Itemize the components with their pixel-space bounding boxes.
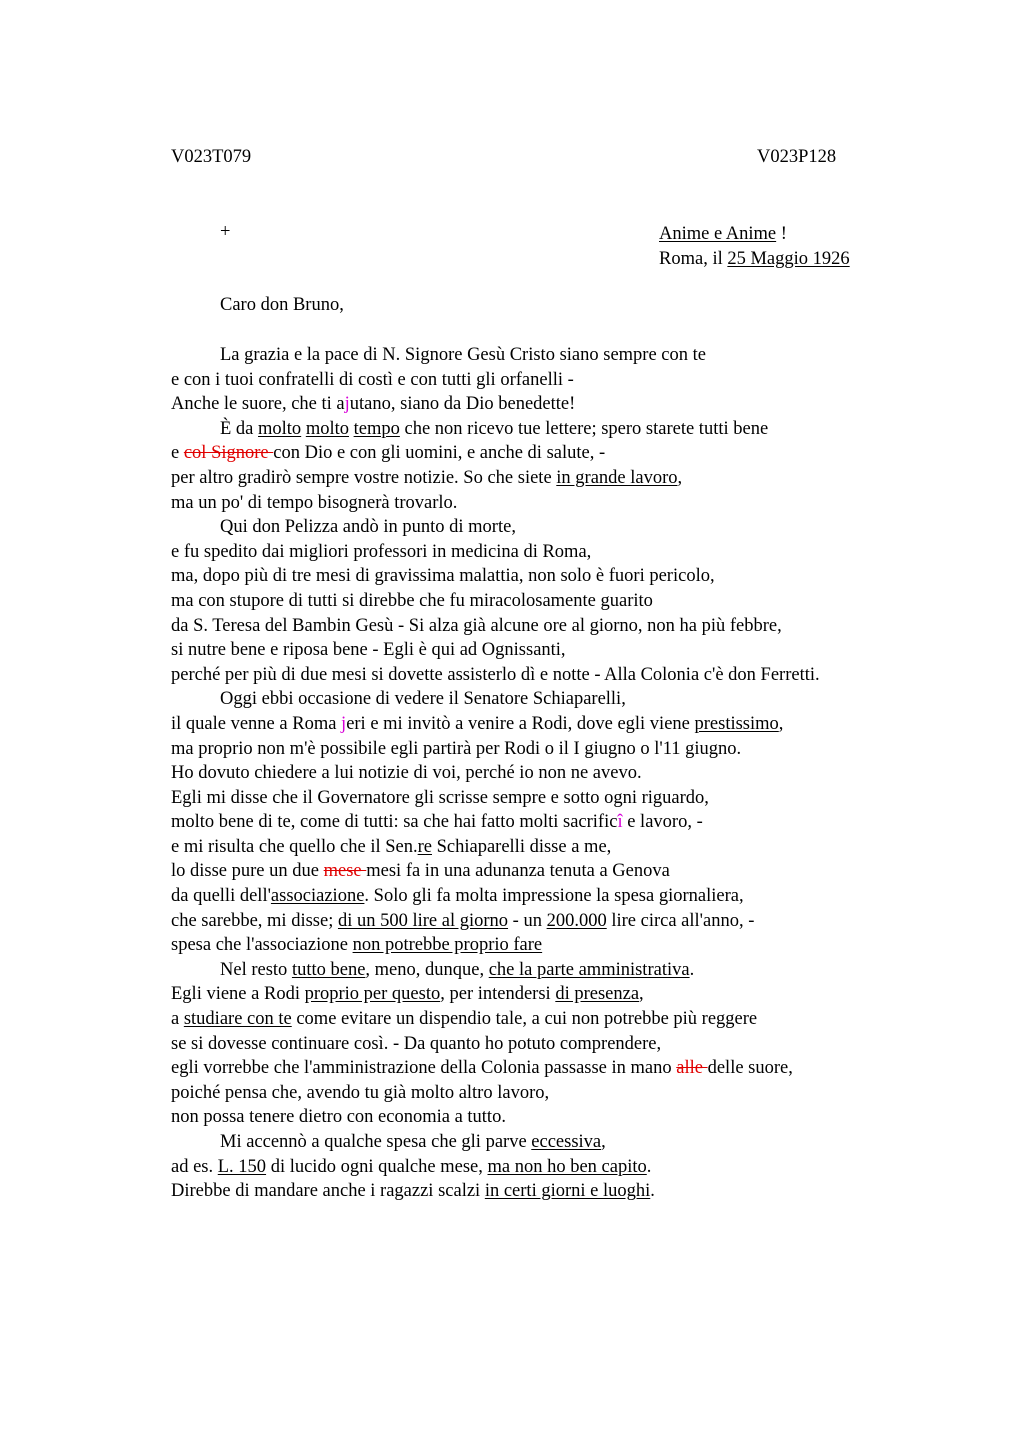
underlined-text: tempo: [353, 418, 400, 439]
text-segment: È da: [220, 418, 259, 439]
text-line: e con i tuoi confratelli di costì e con tutti gli orfanelli -: [171, 369, 574, 390]
text-segment: delle suore,: [707, 1058, 793, 1079]
letter-date: 25 Maggio 1926: [727, 248, 850, 269]
text-segment: ad es.: [171, 1156, 218, 1177]
text-line: [171, 1155, 931, 1180]
text-segment: Anche le suore, che ti a: [171, 394, 345, 415]
text-segment: . Solo gli fa molta impressione la spesa giornaliera,: [364, 886, 744, 907]
underlined-text: ma non ho ben capito: [487, 1156, 647, 1177]
text-segment: Mi accennò a qualche spesa che gli parve: [220, 1132, 532, 1152]
cross-mark: +: [220, 222, 231, 242]
place-prefix: Roma, il: [659, 248, 728, 269]
text-line: se si dovesse continuare così. - Da quanto ho potuto comprendere,: [171, 1033, 662, 1054]
text-line: Egli mi disse che il Governatore gli scrisse sempre e sotto ogni riguardo,: [171, 787, 709, 808]
text-line: ma un po' di tempo bisognerà trovarlo.: [171, 492, 458, 513]
text-line: [171, 466, 931, 491]
text-line: [171, 1179, 931, 1204]
text-line: [171, 982, 931, 1007]
text-line: Oggi ebbi occasione di vedere il Senatore Schiaparelli,: [220, 689, 626, 710]
text-line: ma proprio non m'è possibile egli partirà per Rodi o il I giugno o l'11 giugno.: [171, 738, 742, 759]
document-code-left: V023T079: [171, 147, 252, 167]
text-line: [171, 859, 931, 884]
text-segment: Egli viene a Rodi: [171, 984, 305, 1005]
text-segment: egli vorrebbe che l'amministrazione della Colonia passasse in mano: [171, 1058, 677, 1079]
text-segment: lo disse pure un due: [171, 861, 324, 882]
text-segment: Direbbe di mandare anche i ragazzi scalzi: [171, 1181, 485, 1202]
motto-end: !: [776, 224, 787, 244]
underlined-text: non potrebbe proprio fare: [352, 935, 543, 956]
underlined-text: di presenza: [555, 984, 640, 1005]
text-line: Qui don Pelizza andò in punto di morte,: [220, 517, 516, 538]
text-segment: Nel resto: [220, 959, 292, 980]
text-segment: molto bene di te, come di tutti: sa che hai fatto molti sacrific: [171, 812, 618, 833]
letter-body: [171, 343, 931, 1204]
text-line: non possa tenere dietro con economia a tutto.: [171, 1107, 506, 1128]
text-line: [171, 835, 931, 860]
text-segment: .: [646, 1156, 652, 1177]
text-segment: lire circa all'anno, -: [606, 910, 755, 931]
text-line: [171, 958, 931, 983]
correction-mark: j: [344, 394, 350, 415]
text-segment: e lavoro, -: [622, 812, 703, 833]
text-segment: di lucido ogni qualche mese,: [266, 1156, 488, 1177]
text-segment: con Dio e con gli uomini, e anche di salute, -: [273, 443, 606, 464]
underlined-text: L. 150: [217, 1156, 267, 1177]
text-segment: ,: [677, 467, 683, 488]
deleted-text: col Signore: [183, 443, 274, 464]
text-line: [171, 441, 931, 466]
text-line: [171, 712, 931, 737]
text-line: [171, 1130, 931, 1155]
text-segment: ,: [601, 1132, 606, 1152]
deleted-text: alle: [676, 1058, 708, 1079]
text-segment: a: [171, 1009, 184, 1030]
text-segment: e: [171, 443, 184, 464]
correction-mark: î: [617, 812, 623, 833]
text-line: Ho dovuto chiedere a lui notizie di voi, perché io non ne avevo.: [171, 763, 642, 784]
text-line: [171, 810, 931, 835]
text-segment: .: [689, 959, 695, 980]
text-segment: come evitare un dispendio tale, a cui non potrebbe più reggere: [291, 1009, 758, 1030]
text-line: ma con stupore di tutti si direbbe che fu miracolosamente guarito: [171, 590, 653, 611]
text-line: poiché pensa che, avendo tu già molto altro lavoro,: [171, 1082, 550, 1103]
underlined-text: associazione: [270, 886, 365, 907]
underlined-text: molto: [305, 418, 349, 439]
text-line: ma, dopo più di tre mesi di gravissima malattia, non solo è fuori pericolo,: [171, 566, 715, 587]
underlined-text: proprio per questo: [304, 984, 441, 1005]
text-line: [171, 417, 931, 442]
text-segment: , meno, dunque,: [365, 959, 489, 980]
text-line: [171, 909, 931, 934]
text-segment: eri e mi invitò a venire a Rodi, dove egli viene: [346, 713, 695, 734]
correction-mark: j: [341, 713, 347, 734]
letter-heading-right: [659, 222, 850, 271]
deleted-text: mese: [323, 861, 367, 882]
text-segment: ,: [639, 984, 644, 1005]
text-line: e fu spedito dai migliori professori in medicina di Roma,: [171, 541, 592, 562]
underlined-text: molto: [258, 418, 302, 439]
motto-line: [659, 222, 850, 247]
underlined-text: studiare con te: [183, 1009, 292, 1030]
underlined-text: tutto bene: [291, 959, 366, 980]
salutation: Caro don Bruno,: [220, 295, 344, 315]
text-segment: , per intendersi: [440, 984, 556, 1005]
underlined-text: eccessiva: [531, 1132, 602, 1152]
text-line: [171, 1056, 931, 1081]
text-line: [171, 392, 931, 417]
text-segment: .: [650, 1181, 655, 1202]
underlined-text: di un 500 lire al giorno: [337, 910, 509, 931]
underlined-text: in certi giorni e luoghi: [484, 1181, 651, 1202]
text-segment: spesa che l'associazione: [171, 935, 353, 956]
text-line: [171, 933, 931, 958]
text-segment: da quelli dell': [171, 886, 271, 907]
text-line: La grazia e la pace di N. Signore Gesù Cristo siano sempre con te: [220, 345, 706, 365]
text-segment: che non ricevo tue lettere; spero starete tutti bene: [399, 418, 769, 439]
text-segment: per altro gradirò sempre vostre notizie. So che siete: [171, 467, 557, 488]
text-line: perché per più di due mesi si dovette assisterlo dì e notte - Alla Colonia c'è don Ferretti.: [171, 664, 820, 685]
text-segment: che sarebbe, mi disse;: [171, 910, 338, 931]
text-segment: mesi fa in una adunanza tenuta a Genova: [366, 861, 670, 882]
text-line: [171, 884, 931, 909]
text-line: da S. Teresa del Bambin Gesù - Si alza già alcune ore al giorno, non ha più febbre,: [171, 615, 782, 636]
underlined-text: prestissimo: [694, 713, 779, 734]
text-segment: e mi risulta che quello che il Sen.: [171, 836, 418, 857]
text-segment: - un: [508, 910, 547, 931]
text-line: [171, 1007, 931, 1032]
place-date-line: [659, 247, 850, 272]
text-segment: utano, siano da Dio benedette!: [349, 394, 576, 415]
text-segment: il quale venne a Roma: [171, 713, 342, 734]
document-code-right: V023P128: [757, 147, 837, 167]
motto: Anime e Anime: [659, 224, 777, 244]
underlined-text: che la parte amministrativa: [488, 959, 690, 980]
text-line: si nutre bene e riposa bene - Egli è qui ad Ognissanti,: [171, 640, 566, 661]
text-segment: Schiaparelli disse a me,: [431, 836, 612, 857]
underlined-text: in grande lavoro: [556, 467, 678, 488]
underlined-text: re: [417, 836, 432, 857]
text-segment: ,: [778, 713, 784, 734]
underlined-text: 200.000: [546, 910, 607, 931]
